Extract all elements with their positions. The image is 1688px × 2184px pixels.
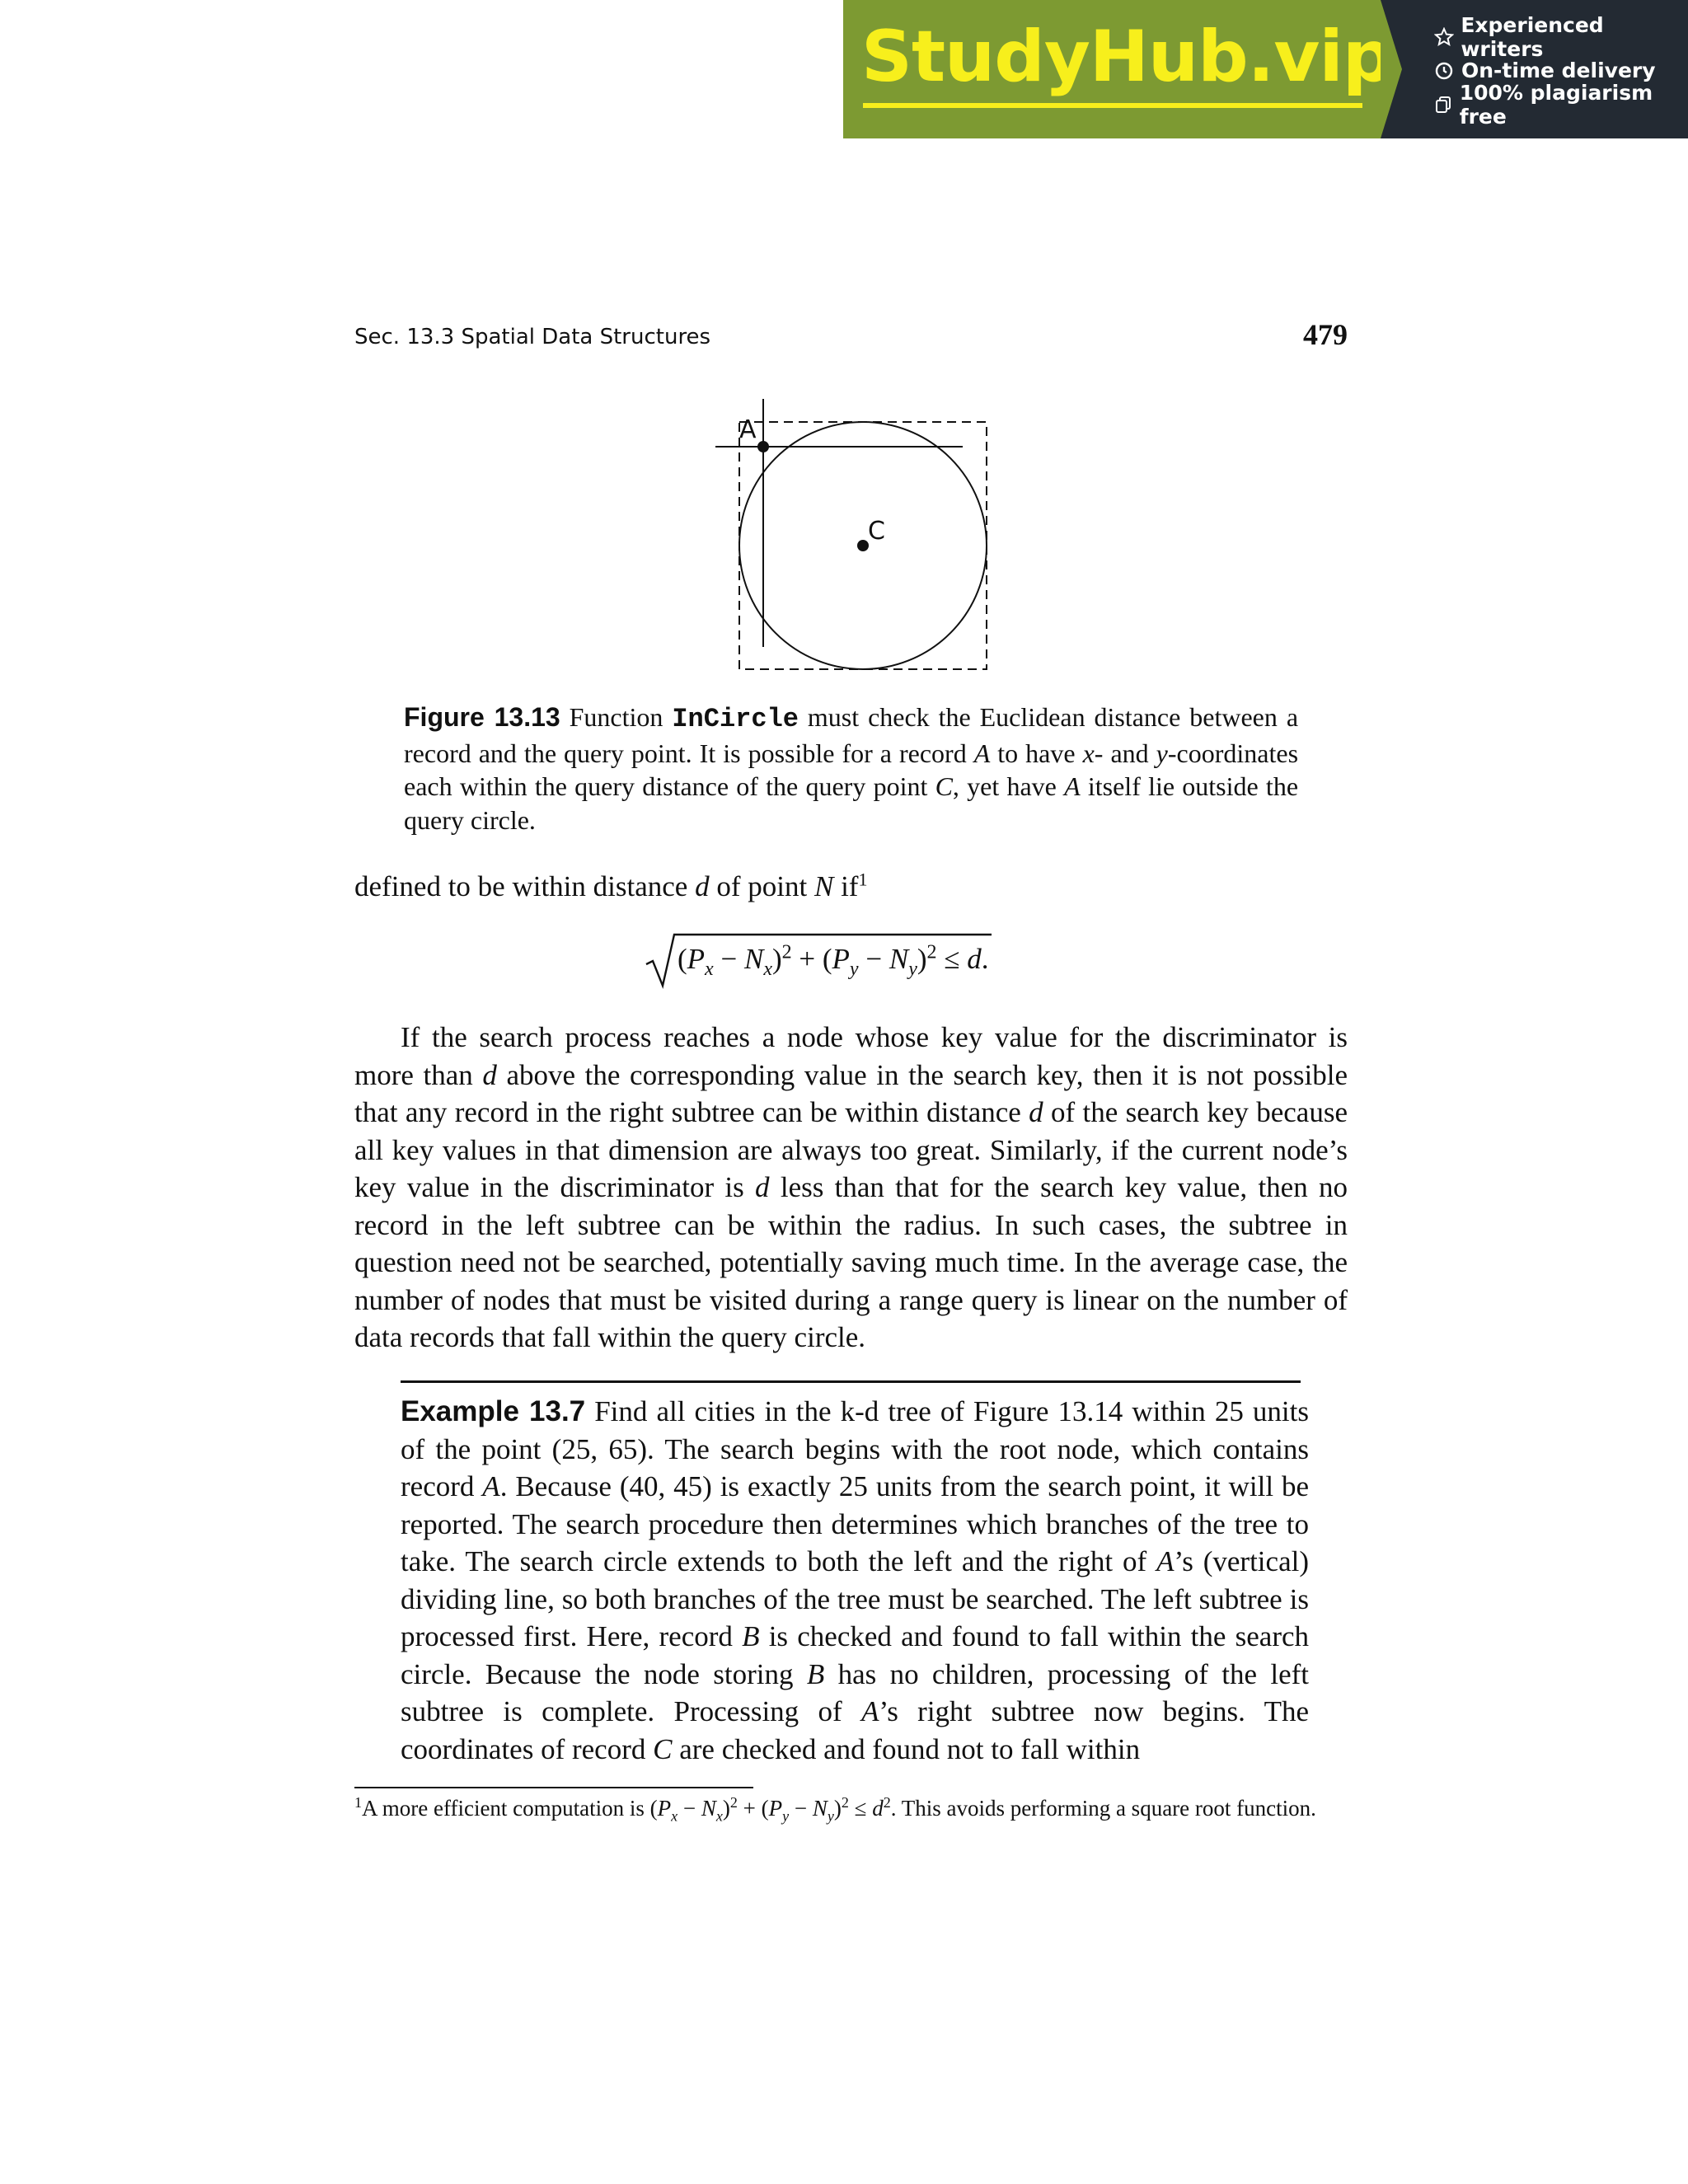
var-c: C — [935, 771, 953, 801]
var-a: A — [861, 1695, 879, 1727]
eq-var: d — [967, 943, 982, 975]
star-outline-icon — [1432, 27, 1456, 47]
text: is checked and found to fall within the search circle. Because the node storing — [401, 1620, 1310, 1690]
var-c: C — [653, 1732, 673, 1765]
text: Find all cities in the k-d tree of Figure 13.14 within 25 units of the point (25, 65). The search begins with the root node, which contains record — [401, 1395, 1309, 1502]
var-n: N — [814, 870, 834, 902]
eq-var: P — [687, 943, 706, 975]
fn-eq: ) — [833, 1796, 842, 1821]
defined-line — [354, 868, 1343, 906]
logo-text: StudyHub.vip — [861, 16, 1393, 98]
fn-eq: 2 — [883, 1794, 891, 1811]
body-paragraph — [354, 1019, 1348, 1357]
var-d: d — [695, 870, 710, 902]
eq-sup: 2 — [926, 941, 937, 963]
eq-op: ≤ — [936, 943, 968, 975]
fn-eq: ( — [761, 1796, 769, 1821]
fn-eq: d — [872, 1796, 884, 1821]
banner-features — [1381, 0, 1688, 138]
caption-label: Figure 13.13 — [404, 702, 560, 732]
feature-experienced-writers — [1432, 12, 1688, 61]
var-a: A — [482, 1470, 500, 1502]
caption-text: , yet have — [952, 771, 1065, 801]
example-block — [401, 1393, 1309, 1768]
fn-eq: − — [789, 1796, 813, 1821]
example-rule — [401, 1380, 1301, 1383]
footnote — [354, 1793, 1348, 1824]
fn-eq: ( — [649, 1796, 658, 1821]
eq-op: − — [713, 943, 744, 975]
fn-eq: N — [812, 1796, 828, 1821]
running-head: Sec. 13.3 Spatial Data Structures — [354, 325, 711, 349]
text: above the corresponding value in the search key, then it is not possible that any record in the right subtree can be within distance — [354, 1058, 1348, 1128]
eq-var: N — [743, 943, 764, 975]
fn-eq: ≤ — [848, 1796, 873, 1821]
feature-label: On-time delivery — [1461, 59, 1656, 82]
eq-op: + — [791, 943, 823, 975]
fn-eq: y — [827, 1807, 834, 1825]
logo-underline — [863, 103, 1362, 108]
var-a: A — [1064, 771, 1081, 801]
distance-equation — [643, 928, 1071, 994]
eq-sup: 2 — [781, 941, 792, 963]
fn-eq: ) — [722, 1796, 730, 1821]
var-d: d — [755, 1171, 770, 1203]
text: of point — [709, 870, 814, 902]
fn-eq: + — [737, 1796, 762, 1821]
code-incircle: InCircle — [672, 704, 799, 734]
feature-plagiarism-free — [1432, 80, 1688, 129]
eq-sub: y — [908, 958, 917, 980]
text: . This avoids performing a square root function. — [890, 1796, 1316, 1821]
eq-paren: ) — [771, 943, 782, 975]
caption-text: -coordinates each within the query distance of the query point — [404, 738, 1299, 801]
point-a — [757, 441, 769, 452]
text: if — [833, 870, 859, 902]
equation-text — [678, 941, 989, 980]
fn-eq: N — [701, 1796, 716, 1821]
caption-text: itself lie outside the query circle. — [404, 771, 1299, 835]
promo-banner[interactable] — [843, 0, 1688, 138]
page-number: 479 — [1303, 318, 1348, 351]
point-c — [857, 540, 869, 551]
eq-sub: y — [849, 958, 859, 980]
fn-eq: − — [678, 1796, 701, 1821]
text: has no children, processing of the left subtree is complete. Processing of — [401, 1657, 1309, 1727]
eq-paren: ) — [917, 943, 927, 975]
clock-icon — [1432, 61, 1456, 81]
fn-eq: y — [782, 1807, 790, 1825]
eq-sub: x — [705, 958, 714, 980]
banner-logo[interactable] — [843, 0, 1393, 138]
text: are checked and found not to fall within — [672, 1732, 1141, 1765]
text: ’s right subtree now begins. The coordinates of record — [401, 1695, 1309, 1765]
text: . Because (40, 45) is exactly 25 units from the search point, it will be reported. The search procedure then determines which branches of the tree to take. The search circle extends to both the left and the right of — [401, 1470, 1309, 1577]
text: defined to be within distance — [354, 870, 696, 902]
footnote-mark: 1 — [354, 1794, 362, 1811]
text: A more efficient computation is — [362, 1796, 650, 1821]
caption-text: - and — [1094, 738, 1156, 768]
example-label: Example 13.7 — [401, 1395, 586, 1427]
var-b: B — [806, 1657, 825, 1690]
eq-op: − — [858, 943, 889, 975]
fn-eq: 2 — [729, 1794, 738, 1811]
text: ’s (vertical) dividing line, so both branches of the tree must be searched. The left subtree is processed first. Here, record — [401, 1545, 1309, 1652]
eq-end: . — [981, 943, 989, 975]
eq-paren: ( — [822, 943, 832, 975]
eq-sub: x — [763, 958, 772, 980]
fn-eq: 2 — [841, 1794, 849, 1811]
var-x: x — [1082, 738, 1095, 768]
banner-notch — [1381, 0, 1402, 138]
caption-text: to have — [990, 738, 1083, 768]
fn-eq: x — [715, 1807, 723, 1825]
text: If the search process reaches a node whose key value for the discriminator is more than — [354, 1021, 1348, 1091]
var-b: B — [742, 1620, 760, 1652]
label-a: A — [739, 415, 757, 444]
eq-var: P — [832, 943, 850, 975]
fn-eq: x — [671, 1807, 678, 1825]
eq-paren: ( — [678, 943, 687, 975]
var-y: y — [1156, 738, 1168, 768]
incircle-svg — [709, 396, 1006, 676]
figure-incircle-diagram — [709, 396, 1006, 676]
eq-var: N — [889, 943, 909, 975]
figure-caption — [404, 701, 1298, 837]
var-d: d — [1029, 1096, 1043, 1128]
var-a: A — [973, 738, 991, 768]
label-c: C — [868, 517, 885, 546]
var-a: A — [1156, 1545, 1175, 1577]
caption-text: Function — [560, 702, 673, 732]
var-d: d — [482, 1058, 497, 1091]
copy-document-icon — [1432, 95, 1455, 115]
feature-label: Experienced writers — [1461, 12, 1604, 61]
caption-text: must check the Euclidean distance between a record and the query point. It is possible for a record — [404, 702, 1299, 768]
fn-eq: P — [657, 1796, 672, 1821]
feature-label: 100% plagiarism free — [1459, 80, 1653, 129]
text: less than that for the search key value, then no record in the left subtree can be within the radius. In such cases, the subtree in question need not be searched, potentially saving much time. In the average case, the number of nodes that must be visited during a range query is linear on the number of data records that fall within the query circle. — [354, 1171, 1348, 1353]
text: of the search key because all key values in that dimension are always too great. Similarly, if the current node’s key value in the discriminator is — [354, 1096, 1348, 1203]
fn-eq: P — [768, 1796, 783, 1821]
footnote-mark: 1 — [858, 869, 868, 890]
footnote-rule — [354, 1787, 753, 1788]
